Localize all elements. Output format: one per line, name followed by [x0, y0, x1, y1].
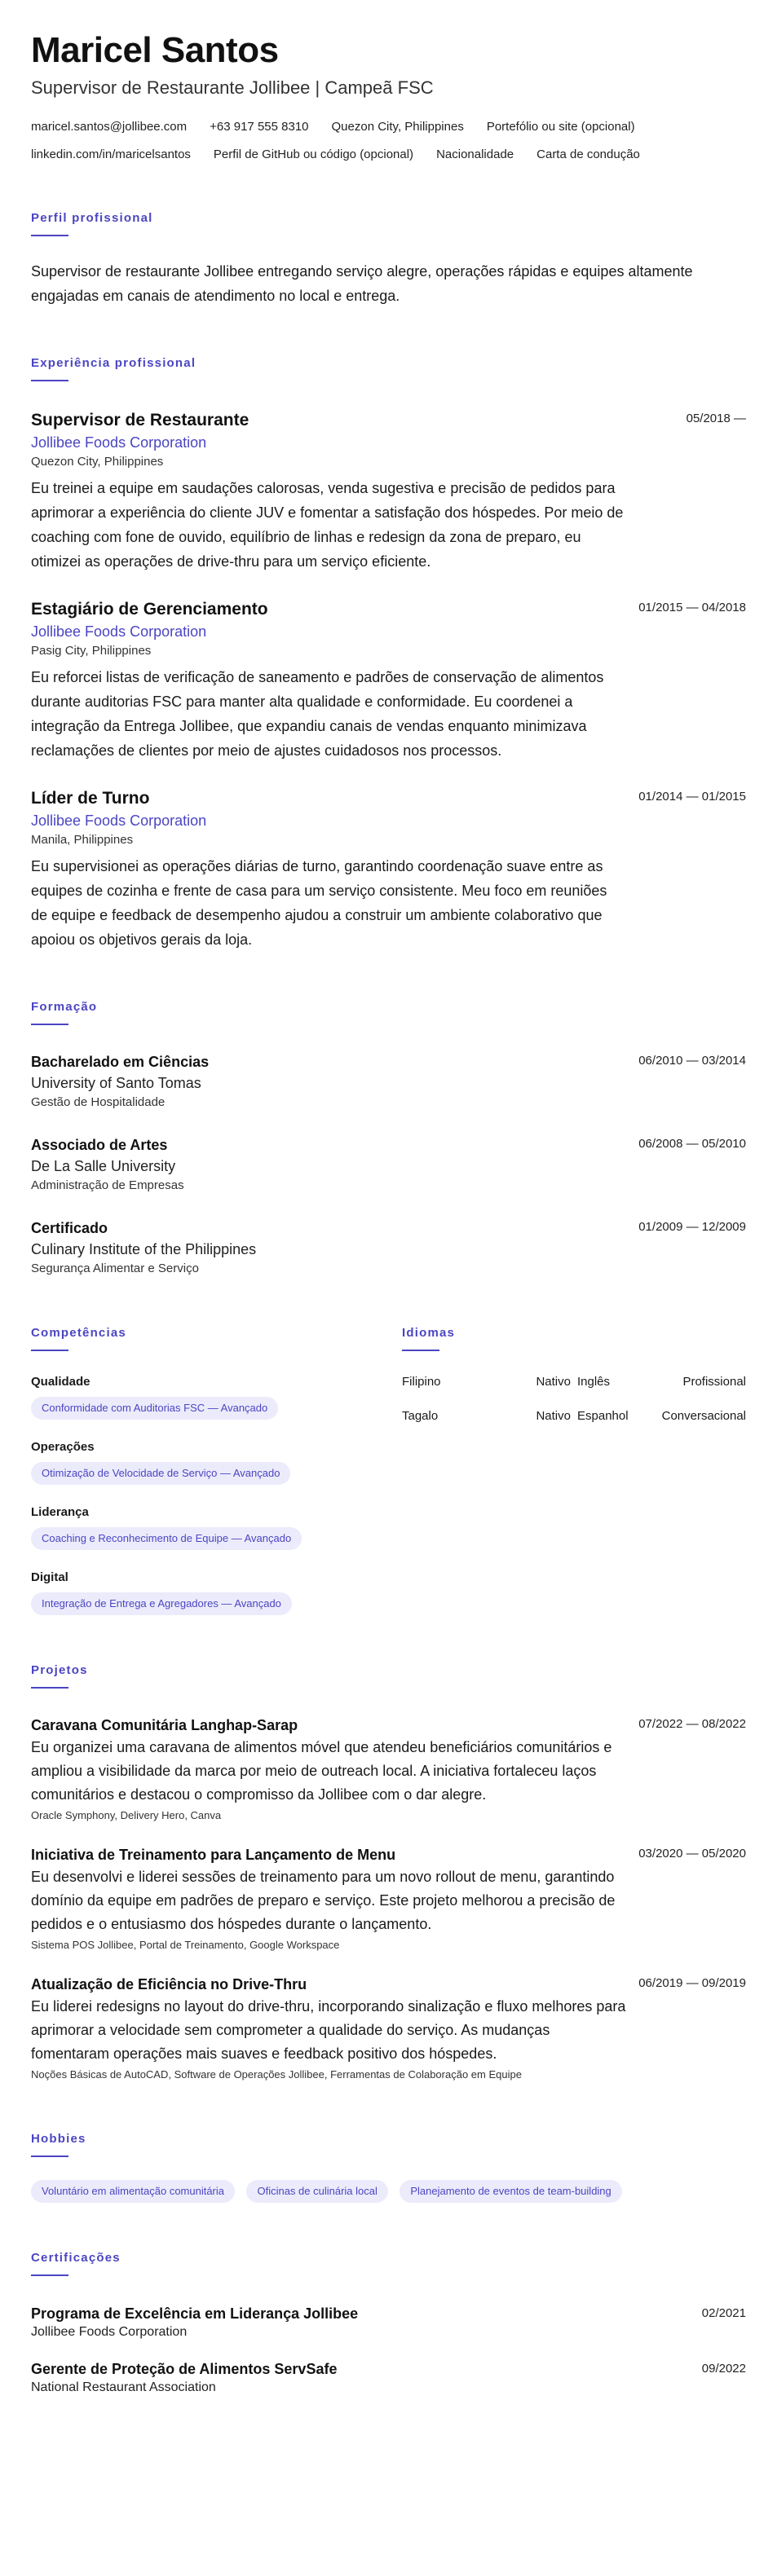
project-tech: Oracle Symphony, Delivery Hero, Canva — [31, 1809, 222, 1821]
summary-text: Supervisor de restaurante Jollibee entregando serviço alegre, operações rápidas e equipes altamente engajadas em canais de atendimento no local e entrega. — [31, 263, 693, 304]
school-name: Culinary Institute of the Philippines — [31, 1241, 257, 1257]
project-description: Eu organizei uma caravana de alimentos móvel que atendeu beneficiários comunitários e ampliou a visibilidade da marca por meio de outreach local. A iniciativa fortaleceu laços comunitários e destacou o compromisso da Jollibee com o dar alegre. — [31, 1739, 612, 1803]
hobby-pill: Voluntário em alimentação comunitária — [31, 2180, 235, 2203]
languages-section — [402, 1325, 746, 1615]
job-location: Quezon City, Philippines — [31, 455, 164, 469]
experience-entry — [31, 787, 746, 952]
job-dates: 05/2018 — — [686, 412, 746, 425]
job-dates: 01/2015 — 04/2018 — [638, 601, 746, 614]
skill-group — [31, 1374, 402, 1420]
project-description: Eu liderei redesigns no layout do drive-thru, incorporando sinalização e fluxo melhores para aprimorar a velocidade sem comprometer a qualidade do serviço. As mudanças fomentaram operações mais suaves e feedback positivo dos hóspedes. — [31, 1998, 626, 2062]
project-entry — [31, 1715, 746, 1825]
study-field: Administração de Empresas — [31, 1178, 184, 1192]
job-description: Eu reforcei listas de verificação de saneamento e padrões de conservação de alimentos durante auditorias FSC para manter alta qualidade e conformidade. Eu coordenei a integração da Entrega Jollibee, que expandiu canais de vendas enquanto minimizava reclamações de clientes por meio de ajustes cuidadosos nos processos. — [31, 669, 604, 759]
section-title: Certificações — [31, 2251, 121, 2265]
language-name: Filipino — [402, 1375, 441, 1389]
job-title: Supervisor de Restaurante — [31, 411, 249, 429]
project-dates: 07/2022 — 08/2022 — [638, 1717, 746, 1731]
certification-date: 09/2022 — [701, 2362, 746, 2376]
project-name: Atualização de Eficiência no Drive-Thru — [31, 1976, 307, 1993]
resume-header — [31, 29, 746, 163]
job-company: Jollibee Foods Corporation — [31, 434, 207, 451]
study-field: Segurança Alimentar e Serviço — [31, 1262, 199, 1275]
section-title: Formação — [31, 1000, 98, 1014]
language-item — [577, 1408, 746, 1425]
job-title: Líder de Turno — [31, 789, 150, 808]
section-title: Projetos — [31, 1663, 88, 1677]
section-divider — [402, 1350, 439, 1351]
project-dates: 03/2020 — 05/2020 — [638, 1847, 746, 1860]
skills-section — [31, 1325, 402, 1615]
language-name: Espanhol — [577, 1409, 629, 1423]
hobbies-section — [31, 2131, 746, 2203]
language-level: Nativo — [536, 1375, 571, 1389]
project-description: Eu desenvolvi e liderei sessões de treinamento para um novo rollout de menu, garantindo domínio da equipe em padrões de preparo e serviço. Este projeto melhorou a precisão de pedidos e o entusiasmo dos hóspedes durante o lançamento. — [31, 1869, 616, 1932]
section-title: Competências — [31, 1326, 126, 1340]
job-location: Manila, Philippines — [31, 833, 134, 847]
school-name: University of Santo Tomas — [31, 1075, 201, 1091]
section-title: Perfil profissional — [31, 211, 153, 225]
job-title: Estagiário de Gerenciamento — [31, 600, 268, 619]
contact-linkedin[interactable]: linkedin.com/in/maricelsantos — [31, 148, 191, 161]
project-dates: 06/2019 — 09/2019 — [638, 1976, 746, 1990]
degree-title: Bacharelado em Ciências — [31, 1054, 210, 1070]
certification-issuer: Jollibee Foods Corporation — [31, 2325, 188, 2339]
section-divider — [31, 2274, 68, 2276]
projects-section — [31, 1662, 746, 2084]
job-location: Pasig City, Philippines — [31, 644, 152, 658]
language-item — [577, 1374, 746, 1390]
project-entry — [31, 1844, 746, 1954]
skill-pill: Integração de Entrega e Agregadores — Avançado — [31, 1592, 292, 1615]
contact-phone[interactable]: +63 917 555 8310 — [210, 120, 309, 134]
contact-portfolio[interactable]: Portefólio ou site (opcional) — [486, 120, 635, 134]
language-name: Inglês — [577, 1375, 611, 1389]
study-field: Gestão de Hospitalidade — [31, 1095, 166, 1109]
job-company: Jollibee Foods Corporation — [31, 812, 207, 829]
skill-pill: Coaching e Reconhecimento de Equipe — Avançado — [31, 1527, 302, 1550]
project-tech: Sistema POS Jollibee, Portal de Treinamento, Google Workspace — [31, 1939, 340, 1951]
candidate-name: Maricel Santos — [31, 30, 279, 70]
job-company: Jollibee Foods Corporation — [31, 623, 207, 640]
summary-section — [31, 210, 746, 308]
certification-entry — [31, 2304, 746, 2341]
degree-title: Associado de Artes — [31, 1137, 168, 1153]
education-section — [31, 999, 746, 1278]
language-item — [402, 1408, 571, 1425]
job-dates: 01/2014 — 01/2015 — [638, 790, 746, 804]
experience-entry — [31, 598, 746, 763]
education-dates: 06/2008 — 05/2010 — [638, 1137, 746, 1151]
section-divider — [31, 235, 68, 236]
degree-title: Certificado — [31, 1220, 108, 1236]
experience-section — [31, 355, 746, 952]
certifications-section — [31, 2250, 746, 2397]
skill-group-name: Liderança — [31, 1505, 89, 1519]
hobby-list — [31, 2173, 746, 2203]
certification-name: Gerente de Proteção de Alimentos ServSafe — [31, 2361, 338, 2377]
skill-group-name: Qualidade — [31, 1375, 91, 1389]
job-description: Eu treinei a equipe em saudações calorosas, venda sugestiva e precisão de pedidos para aprimorar a experiência do cliente JUV e fomentar a satisfação dos hóspedes. Por meio de coaching com fone de ouvido, equilíbrio de linhas e redesign da zona de preparo, eu otimizei as operações de drive-thru para um serviço eficiente. — [31, 480, 624, 570]
education-entry — [31, 1051, 746, 1112]
experience-entry — [31, 409, 746, 574]
skill-pill: Conformidade com Auditorias FSC — Avançado — [31, 1397, 278, 1420]
certification-date: 02/2021 — [701, 2306, 746, 2320]
project-name: Caravana Comunitária Langhap-Sarap — [31, 1717, 298, 1733]
education-entry — [31, 1134, 746, 1195]
language-level: Nativo — [536, 1409, 571, 1423]
section-divider — [31, 380, 68, 381]
certification-name: Programa de Excelência em Liderança Jollibee — [31, 2305, 359, 2322]
language-level: Conversacional — [661, 1409, 746, 1423]
skill-group-name: Digital — [31, 1570, 68, 1584]
education-dates: 01/2009 — 12/2009 — [638, 1220, 746, 1234]
section-title: Experiência profissional — [31, 356, 196, 370]
section-divider — [31, 1687, 68, 1689]
section-divider — [31, 1024, 68, 1025]
section-divider — [31, 2155, 68, 2157]
project-name: Iniciativa de Treinamento para Lançamento de Menu — [31, 1847, 396, 1863]
contact-nationality: Nacionalidade — [436, 148, 514, 161]
language-name: Tagalo — [402, 1409, 439, 1423]
contact-email[interactable]: maricel.santos@jollibee.com — [31, 120, 188, 134]
contact-driving-license: Carta de condução — [536, 148, 640, 161]
contact-list — [31, 119, 746, 163]
language-item — [402, 1374, 571, 1390]
education-dates: 06/2010 — 03/2014 — [638, 1054, 746, 1068]
skill-group — [31, 1570, 402, 1615]
skill-pill: Otimização de Velocidade de Serviço — Avançado — [31, 1462, 290, 1485]
skills-languages-row — [31, 1325, 746, 1615]
certification-entry — [31, 2359, 746, 2397]
contact-github[interactable]: Perfil de GitHub ou código (opcional) — [213, 148, 414, 161]
candidate-headline: Supervisor de Restaurante Jollibee | Campeã FSC — [31, 77, 434, 98]
school-name: De La Salle University — [31, 1158, 176, 1174]
hobby-pill: Planejamento de eventos de team-building — [400, 2180, 621, 2203]
hobby-pill: Oficinas de culinária local — [246, 2180, 387, 2203]
language-level: Profissional — [682, 1375, 746, 1389]
section-title: Idiomas — [402, 1326, 456, 1340]
skill-group — [31, 1504, 402, 1550]
certification-issuer: National Restaurant Association — [31, 2380, 216, 2394]
job-description: Eu supervisionei as operações diárias de turno, garantindo coordenação suave entre as equipes de cozinha e frente de casa para um serviço consistente. Meu foco em reuniões de equipe e feedback de desempenho ajudou a construir um ambiente colaborativo que apoiou os objetivos gerais da loja. — [31, 858, 607, 948]
contact-location: Quezon City, Philippines — [331, 120, 464, 134]
section-title: Hobbies — [31, 2132, 86, 2146]
education-entry — [31, 1218, 746, 1278]
project-entry — [31, 1974, 746, 2084]
language-list — [402, 1374, 746, 1425]
skill-group — [31, 1439, 402, 1485]
project-tech: Noções Básicas de AutoCAD, Software de Operações Jollibee, Ferramentas de Colaboração em Equipe — [31, 2068, 522, 2081]
section-divider — [31, 1350, 68, 1351]
skill-group-name: Operações — [31, 1440, 95, 1454]
